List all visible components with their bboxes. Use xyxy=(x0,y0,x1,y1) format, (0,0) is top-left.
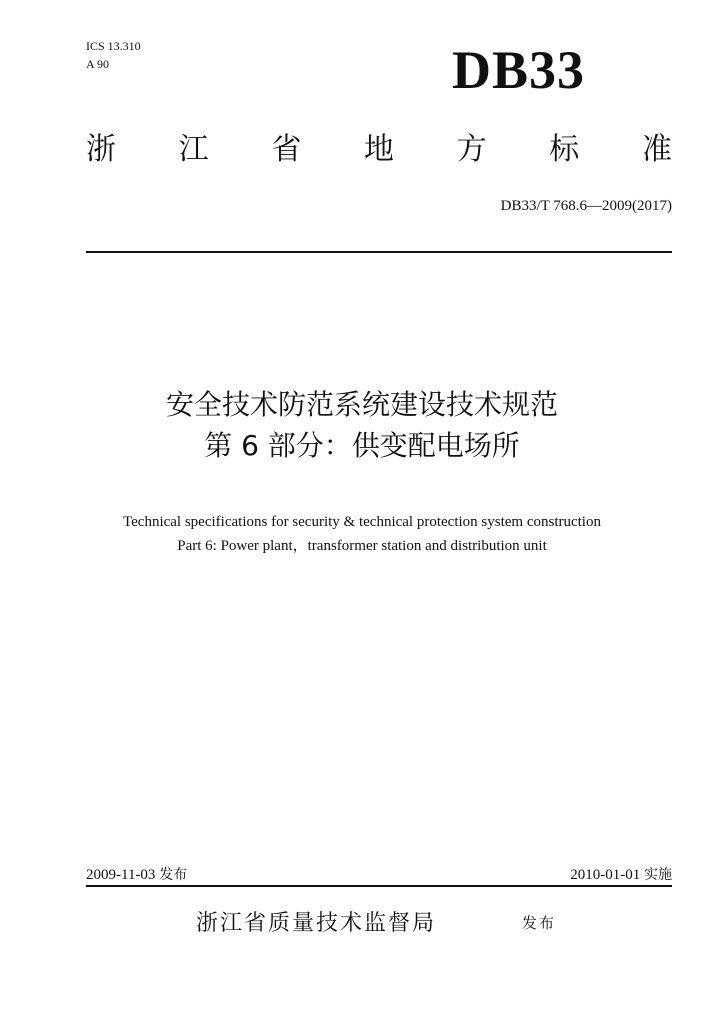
issue-label: 发布 xyxy=(159,867,188,883)
title-cn-line2: 第 6 部分：供变配电场所 xyxy=(204,429,520,462)
implement-date-value: 2010-01-01 xyxy=(570,867,641,883)
header-divider xyxy=(86,251,672,253)
standard-code-logo: DB33 xyxy=(452,40,586,100)
issue-date-value: 2009-11-03 xyxy=(86,867,156,883)
standard-type-heading xyxy=(86,130,672,170)
standard-type-char: 标 xyxy=(549,132,580,167)
standard-type-char: 准 xyxy=(641,132,672,167)
classification-code: A 90 xyxy=(86,57,110,71)
standard-type-char: 方 xyxy=(456,132,487,167)
standard-type-char: 江 xyxy=(178,132,209,167)
standard-type-char: 浙 xyxy=(86,132,116,167)
publisher-name: 浙江省质量技术监督局 xyxy=(196,911,437,936)
publisher-action: 发布 xyxy=(522,914,557,932)
title-en-line1: Technical specifications for security & technical protection system construction xyxy=(123,514,601,530)
implement-label: 实施 xyxy=(644,867,672,883)
standard-type-char: 地 xyxy=(363,132,394,167)
issue-date xyxy=(86,864,187,884)
standard-number: DB33/T 768.6—2009(2017) xyxy=(500,198,672,214)
title-cn-line1: 安全技术防范系统建设技术规范 xyxy=(165,388,558,421)
title-en-line2: Part 6: Power plant，transformer station and distribution unit xyxy=(177,538,547,554)
footer-divider xyxy=(86,885,672,887)
ics-code: ICS 13.310 xyxy=(86,39,141,53)
implement-date xyxy=(570,864,672,884)
standard-type-char: 省 xyxy=(271,132,302,167)
